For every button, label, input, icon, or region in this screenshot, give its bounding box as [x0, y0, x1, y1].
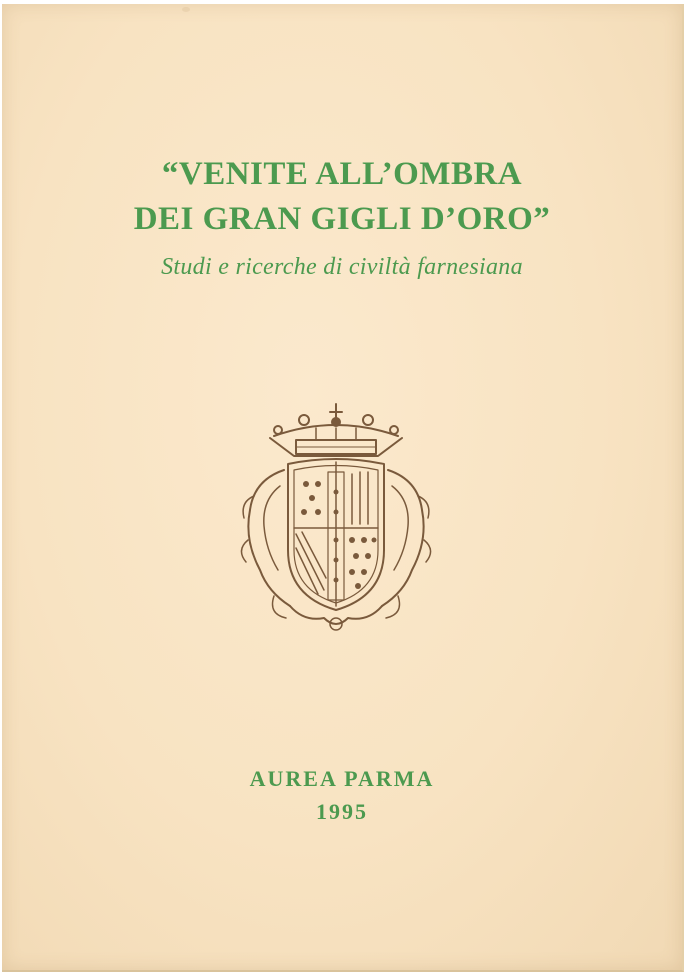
publication-year: 1995	[316, 799, 368, 824]
subtitle: Studi e ricerche di civiltà farnesiana	[161, 254, 523, 280]
title-line-1: “VENITE ALL’OMBRA	[161, 156, 523, 192]
title-line-2: DEI GRAN GIGLI D’ORO”	[133, 201, 551, 237]
farnese-coat-of-arms-icon	[234, 400, 438, 640]
stain-mark	[182, 7, 190, 12]
book-cover	[2, 4, 684, 972]
publisher: AUREA PARMA	[249, 766, 435, 791]
